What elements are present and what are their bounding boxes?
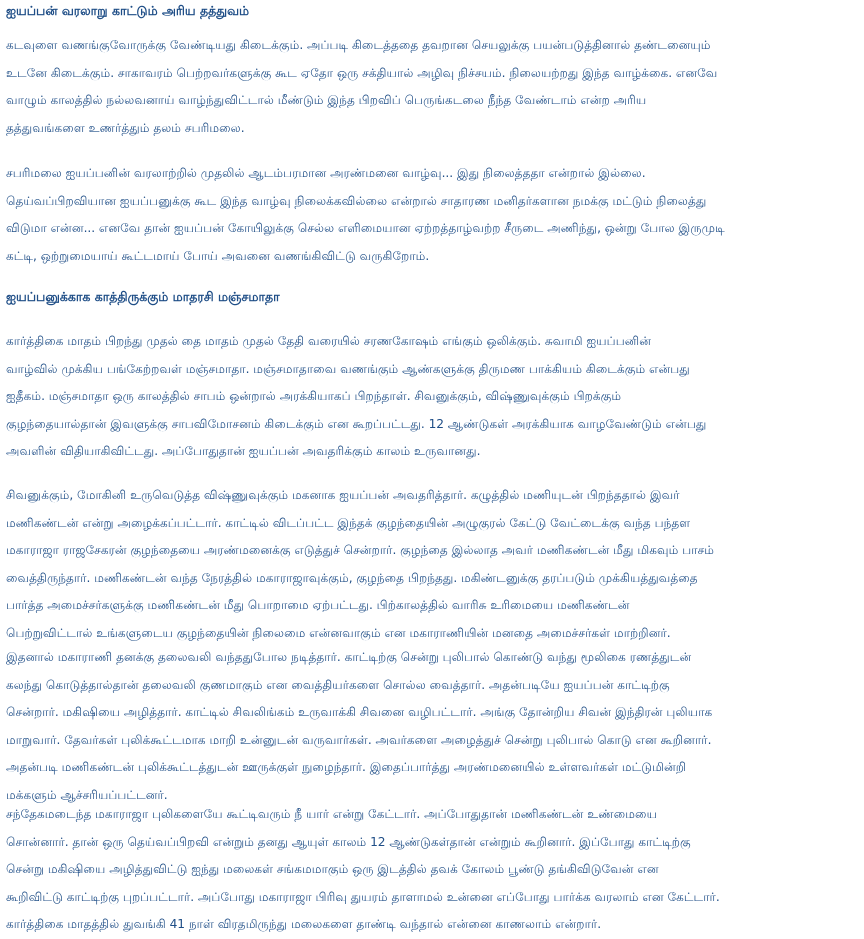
paragraph-line: வைத்திருந்தார். மணிகண்டன் வந்த நேரத்தில் மகாராஜாவுக்கும், குழந்தை பிறந்தது. மகிண்டனுக்கு தரப்படும் முக்கியத்துவத்தை	[6, 570, 698, 585]
paragraph-line: வாழ்வில் முக்கிய பங்கேற்றவள் மஞ்சமாதா. மஞ்சமாதாவை வணங்கும் ஆண்களுக்கு திருமண பாக்கியம் கிடைக்கும் என்பது	[6, 361, 690, 376]
paragraph-line: பார்த்த அமைச்சர்களுக்கு மணிகண்டன் மீது பொறாமை ஏற்பட்டது. பிற்காலத்தில் வாரிசு உரிமையை மணிகண்டன்	[6, 598, 630, 613]
paragraph-line: ஐதீகம். மஞ்சமாதா ஒரு காலத்தில் சாபம் ஒன்றால் அரக்கியாகப் பிறந்தாள். சிவனுக்கும், விஷ்ணுவுக்கும் பிறக்கும்	[6, 389, 622, 404]
paragraph-line: கார்த்திகை மாதத்தில் துவங்கி 41 நாள் விரதமிருந்து மலைகளை தாண்டி வந்தால் என்னை காணலாம் என்றார்.	[6, 917, 602, 932]
paragraph-line: மகாராஜா ராஜசேகரன் குழந்தையை அரண்மனைக்கு எடுத்துச் சென்றார். குழந்தை இல்லாத அவர் மணிகண்டன் மீது மிகவும் பாசம்	[6, 543, 715, 558]
paragraph-line: தத்துவங்களை உணர்த்தும் தலம் சபரிமலை.	[6, 120, 245, 135]
paragraph-line: விடுமா என்ன... எனவே தான் ஐயப்பன் கோயிலுக்கு செல்ல எளிமையான ஏற்றத்தாழ்வற்ற சீருடை அணிந்து, ஒன்று போல இருமுடி	[6, 221, 725, 236]
paragraph-line: சந்தேகமடைந்த மகாராஜா புலிகளையே கூட்டிவரும் நீ யார் என்று கேட்டார். அப்போதுதான் மணிகண்டன் உண்மையை	[6, 807, 657, 821]
paragraph-birth-of-manikandan	[6, 482, 864, 648]
paragraph-line: கார்த்திகை மாதம் பிறந்து முதல் தை மாதம் முதல் தேதி வரையில் சரணகோஷம் எங்கும் ஒலிக்கும். சுவாமி ஐயப்பனின்	[6, 334, 652, 348]
paragraph-line: அவளின் விதியாகிவிட்டது. அப்போதுதான் ஐயப்பன் அவதரிக்கும் காலம் உருவானது.	[6, 444, 481, 459]
paragraph-line: சென்றார். மகிஷியை அழித்தார். காட்டில் சிவலிங்கம் உருவாக்கி சிவனை வழிபட்டார். அங்கு தோன்றிய சிவன் இந்திரன் புலியாக	[6, 705, 713, 720]
article-title: ஐயப்பன் வரலாறு காட்டும் அரிய தத்துவம்	[6, 3, 250, 18]
paragraph-line: பெற்றுவிட்டால் உங்களுடைய குழந்தையின் நிலைமை என்னவாகும் என மகாராணியின் மனதை அமைச்சர்கள் மாற்றினர்.	[6, 625, 671, 640]
paragraph-revelation	[6, 801, 864, 939]
paragraph-line: மாறுவார். தேவர்கள் புலிக்கூட்டமாக மாறி உன்னுடன் வருவார்கள். அவர்களை அழைத்துச் சென்று புலிபால் கொடு என கூறினார்.	[6, 732, 712, 747]
paragraph-tiger-milk	[6, 644, 864, 810]
paragraph-line: சபரிமலை ஐயப்பனின் வரலாற்றில் முதலில் ஆடம்பரமான அரண்மனை வாழ்வு... இது நிலைத்ததா என்றால் இல்லை.	[6, 166, 646, 180]
paragraph-line: மணிகண்டன் என்று அழைக்கப்பட்டார். காட்டில் விடப்பட்ட இந்தக் குழந்தையின் அழுகுரல் கேட்டு வேட்டைக்கு வந்த பந்தள	[6, 515, 691, 530]
paragraph-line: இதனால் மகாராணி தனக்கு தலைவலி வந்ததுபோல நடித்தார். காட்டிற்கு சென்று புலிபால் கொண்டு வந்து மூலிகை ரணத்துடன்	[6, 650, 692, 664]
paragraph-line: வாழும் காலத்தில் நல்லவனாய் வாழ்ந்துவிட்டால் மீண்டும் இந்த பிறவிப் பெருங்கடலை நீந்த வேண்டாம் என்ற அரிய	[6, 93, 647, 108]
paragraph-line: சிவனுக்கும், மோகினி உருவெடுத்த விஷ்ணுவுக்கும் மகனாக ஐயப்பன் அவதரித்தார். கழுத்தில் மணியுடன் பிறந்ததால் இவர்	[6, 488, 680, 502]
paragraph-line: கட்டி, ஒற்றுமையாய் கூட்டமாய் போய் அவனை வணங்கிவிட்டு வருகிறோம்.	[6, 248, 430, 263]
paragraph-line: உடனே கிடைக்கும். சாகாவரம் பெற்றவர்களுக்கு கூட ஏதோ ஒரு சக்தியால் அழிவு நிச்சயம். நிலையற்றது இந்த வாழ்க்கை. எனவே	[6, 65, 718, 80]
paragraph-line: கூறிவிட்டு காட்டிற்கு புறப்பட்டார். அப்போது மகாராஜா பிரிவு துயரம் தாளாமல் உன்னை எப்போது பார்க்க வரலாம் என கேட்டார்.	[6, 889, 720, 904]
paragraph-line: மக்களும் ஆச்சரியப்பட்டனர்.	[6, 787, 168, 802]
paragraph-line: சென்று மகிஷியை அழித்துவிட்டு ஐந்து மலைகள் சங்கமமாகும் ஒரு இடத்தில் தவக் கோலம் பூண்டு தங்கிவிடுவேன் என	[6, 862, 659, 877]
paragraph-sabarimala-history	[6, 160, 864, 270]
paragraph-intro	[6, 32, 864, 142]
paragraph-line: தெய்வப்பிறவியான ஐயப்பனுக்கு கூட இந்த வாழ்வு நிலைக்கவில்லை என்றால் சாதாரண மனிதர்களான நமக்கு மட்டும் நிலைத்து	[6, 193, 707, 208]
paragraph-line: கடவுளை வணங்குவோருக்கு வேண்டியது கிடைக்கும். அப்படி கிடைத்ததை தவறான செயலுக்கு பயன்படுத்தினால் தண்டனையும்	[6, 38, 711, 52]
paragraph-line: கலந்து கொடுத்தால்தான் தலைவலி குணமாகும் என வைத்தியர்களை சொல்ல வைத்தார். அதன்படியே ஐயப்பன் காட்டிற்கு	[6, 677, 670, 692]
section-heading-manjamatha: ஐயப்பனுக்காக காத்திருக்கும் மாதரசி மஞ்சமாதா	[6, 289, 280, 304]
paragraph-manjamatha	[6, 328, 864, 466]
paragraph-line: குழந்தையால்தான் இவளுக்கு சாபவிமோசனம் கிடைக்கும் என கூறப்பட்டது. 12 ஆண்டுகள் அரக்கியாக வாழவேண்டும் என்பது	[6, 416, 707, 431]
paragraph-line: சொன்னார். தான் ஒரு தெய்வப்பிறவி என்றும் தனது ஆயுள் காலம் 12 ஆண்டுகள்தான் என்றும் கூறினார். இப்போது காட்டிற்கு	[6, 834, 691, 849]
paragraph-line: அதன்படி மணிகண்டன் புலிக்கூட்டத்துடன் ஊருக்குள் நுழைந்தார். இதைப்பார்த்து அரண்மனையில் உள்ளவர்கள் மட்டுமின்றி	[6, 760, 687, 775]
